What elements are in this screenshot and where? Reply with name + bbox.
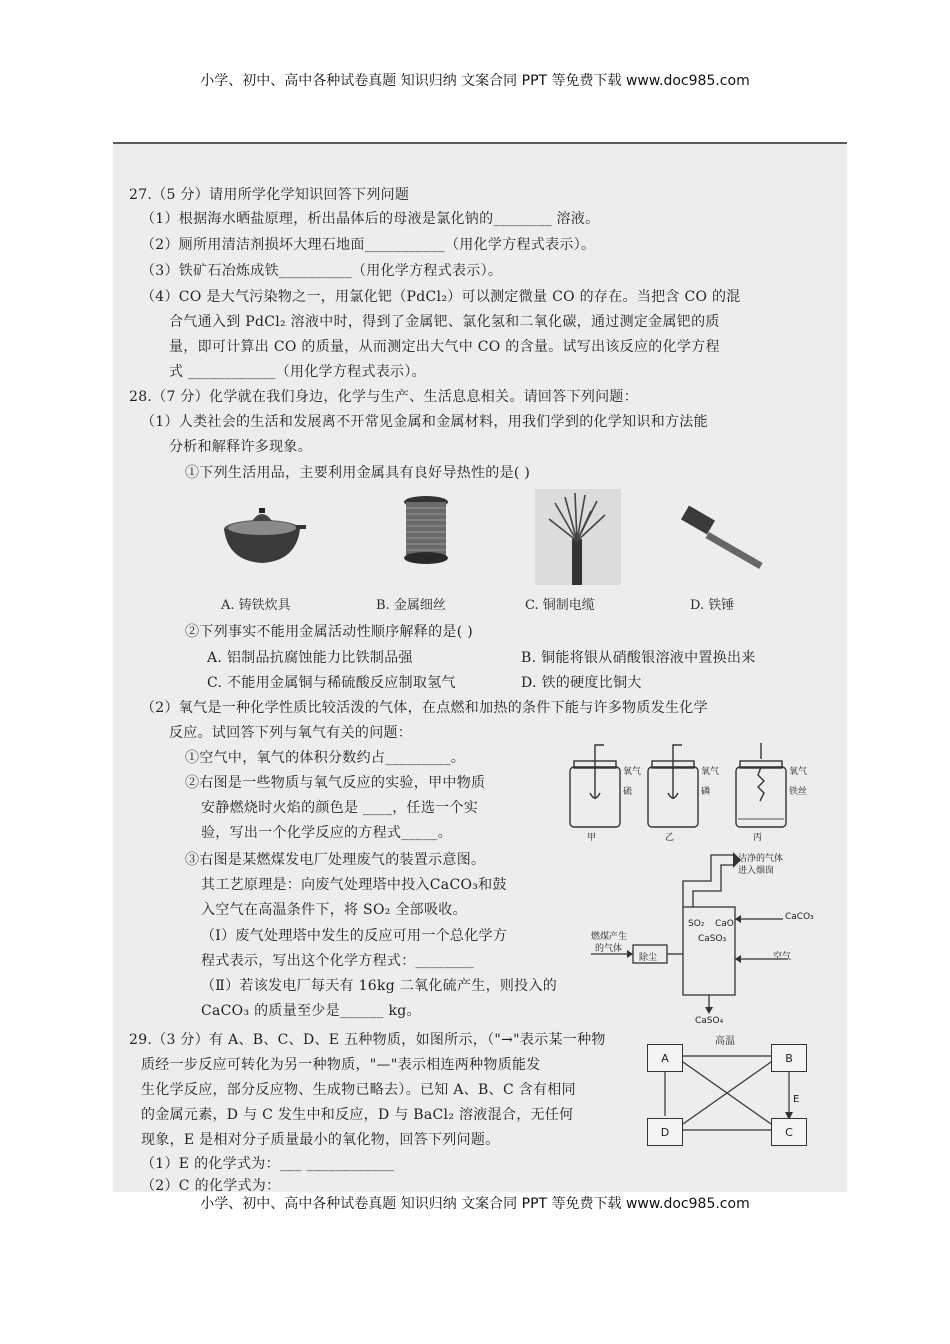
node-d: D [647,1118,683,1146]
q28-sub1: ①下列生活用品，主要利用金属具有良好导热性的是( ) [185,465,531,481]
q29-line-5: 现象，E 是相对分子质量最小的氧化物，回答下列问题。 [141,1132,500,1148]
q28-oxygen-2c: 验，写出一个化学反应的方程式_____。 [201,825,452,841]
plant-caco3-input-label: CaCO₃ [785,912,814,922]
q27-line-6: 量，即可计算出 CO 的质量，从而测定出大气中 CO 的含量。试写出该反应的化学方程 [169,339,720,355]
q29-answer-1: （1）E 的化学式为：___ ____________ [141,1156,395,1172]
jar-jia-oxygen-label: 氧气 [623,767,642,777]
q29-answer-2: （2）C 的化学式为： [141,1178,281,1192]
q28-sub2: ②下列事实不能用金属活动性顺序解释的是( ) [185,624,473,640]
plant-caso4-label: CaSO₄ [695,1016,724,1026]
copper-cable-image [535,489,621,585]
q28-part1-line-b: 分析和解释许多现象。 [169,439,312,455]
node-c: C [771,1118,807,1146]
q28-oxygen-3e: 程式表示，写出这个化学方程式：________ [201,953,474,969]
high-temp-label: 高温 [715,1036,735,1047]
option-d-label: D. 铁锤 [690,598,735,613]
option-a-label: A. 铸铁炊具 [221,598,291,613]
wire-spool-image [400,494,452,566]
q29-line-4: 的金属元素，D 与 C 发生中和反应，D 与 BaCl₂ 溶液混合，无任何 [141,1107,574,1123]
q28-part2-line-b: 反应。试回答下列与氧气有关的问题： [169,725,413,741]
jar-jia-label: 甲 [587,833,597,843]
option-c-label: C. 铜制电缆 [525,598,595,613]
plant-caso3-label: CaSO₃ [698,934,727,944]
node-a: A [647,1044,683,1072]
edge-e-label: E [793,1094,800,1105]
iron-hammer-image [681,502,771,572]
q28-oxygen-2b: 安静燃烧时火焰的颜色是 ____，任选一个实 [201,800,479,816]
q28-oxygen-3a: ③右图是某燃煤发电厂处理废气的装置示意图。 [185,852,486,868]
q27-line-7: 式 ____________（用化学方程式表示）。 [169,364,426,380]
q27-line-5: 合气通入到 PdCl₂ 溶液中时，得到了金属钯、氯化氢和二氧化碳，通过测定金属钯的质 [169,314,720,330]
jar-yi-phosphorus-label: 磷 [701,787,711,797]
jar-bing-iron-wire-label: 铁丝 [789,787,808,797]
q27-title: 27.（5 分）请用所学化学知识回答下列问题 [129,187,410,203]
jar-bing-oxygen-label: 氧气 [789,767,808,777]
q28-sub2-option-a: A. 铝制品抗腐蚀能力比铁制品强 [207,650,413,666]
q28-sub2-option-b: B. 铜能将银从硝酸银溶液中置换出来 [521,650,756,666]
plant-chimney-label: 进入烟囱 [738,866,775,876]
scanned-exam-page [113,142,847,1192]
q28-oxygen-3d: （Ⅰ）废气处理塔中发生的反应可用一个总化学方 [201,928,508,944]
node-b: B [771,1044,807,1072]
jar-bing-label: 丙 [753,833,763,843]
q28-title: 28.（7 分）化学就在我们身边，化学与生产、生活息息相关。请回答下列问题： [129,389,639,405]
plant-coal-gas-label-2: 的气体 [595,944,623,954]
plant-cao-label: CaO [715,919,734,929]
q27-line-4: （4）CO 是大气污染物之一，用氯化钯（PdCl₂）可以测定微量 CO 的存在。当把含 CO 的混 [141,289,741,305]
jar-yi-oxygen-label: 氧气 [701,767,720,777]
plant-coal-gas-label-1: 燃煤产生 [591,932,628,942]
q28-part2-line-a: （2）氧气是一种化学性质比较活泼的气体，在点燃和加热的条件下能与许多物质发生化学 [141,700,708,716]
jar-jia-sulfur-label: 硫 [623,787,633,797]
q28-oxygen-3g: CaCO₃ 的质量至少是______ kg。 [201,1003,421,1019]
q29-line-3: 生化学反应，部分反应物、生成物已略去）。已知 A、B、C 含有相同 [141,1082,576,1098]
site-header: 小学、初中、高中各种试卷真题 知识归纳 文案合同 PPT 等免费下载 www.doc985.com [200,73,750,89]
q28-oxygen-3b: 其工艺原理是：向废气处理塔中投入CaCO₃和鼓 [201,877,507,893]
q28-oxygen-3f: （Ⅱ）若该发电厂每天有 16kg 二氧化硫产生，则投入的 [201,978,558,994]
option-b-label: B. 金属细丝 [376,598,446,613]
q27-line-3: （3）铁矿石冶炼成铁__________（用化学方程式表示）。 [141,263,503,279]
q28-part1-line-a: （1）人类社会的生活和发展离不开常见金属和金属材料，用我们学到的化学知识和方法能 [141,414,708,430]
q28-sub2-option-d: D. 铁的硬度比铜大 [521,675,642,691]
q27-line-2: （2）厕所用清洁剂损坏大理石地面___________（用化学方程式表示）。 [141,237,596,253]
plant-clean-gas-label: 洁净的气体 [738,854,784,864]
plant-dust-removal-label: 除尘 [639,953,658,963]
site-footer: 小学、初中、高中各种试卷真题 知识归纳 文案合同 PPT 等免费下载 www.doc985.com [200,1196,750,1212]
combustion-jars-diagram [568,739,818,839]
wok-image [218,499,308,574]
q28-sub2-option-c: C. 不能用金属铜与稀硫酸反应制取氢气 [207,675,456,691]
q29-line-2: 质经一步反应可转化为另一种物质，"—"表示相连两种物质能发 [141,1057,541,1073]
q28-oxygen-2a: ②右图是一些物质与氧气反应的实验，甲中物质 [185,775,486,791]
q28-oxygen-3c: 入空气在高温条件下，将 SO₂ 全部吸收。 [201,902,467,918]
q29-line-1: 29.（3 分）有 A、B、C、D、E 五种物质，如图所示，（"→"表示某一种物 [129,1032,606,1048]
plant-air-label: 空气 [773,952,792,962]
jar-yi-label: 乙 [665,833,675,843]
q28-oxygen-1: ①空气中，氧气的体积分数约占_________。 [185,750,466,766]
plant-so2-label: SO₂ [688,919,705,929]
q27-line-1: （1）根据海水晒盐原理，析出晶体后的母液是氯化钠的________ 溶液。 [141,211,600,227]
